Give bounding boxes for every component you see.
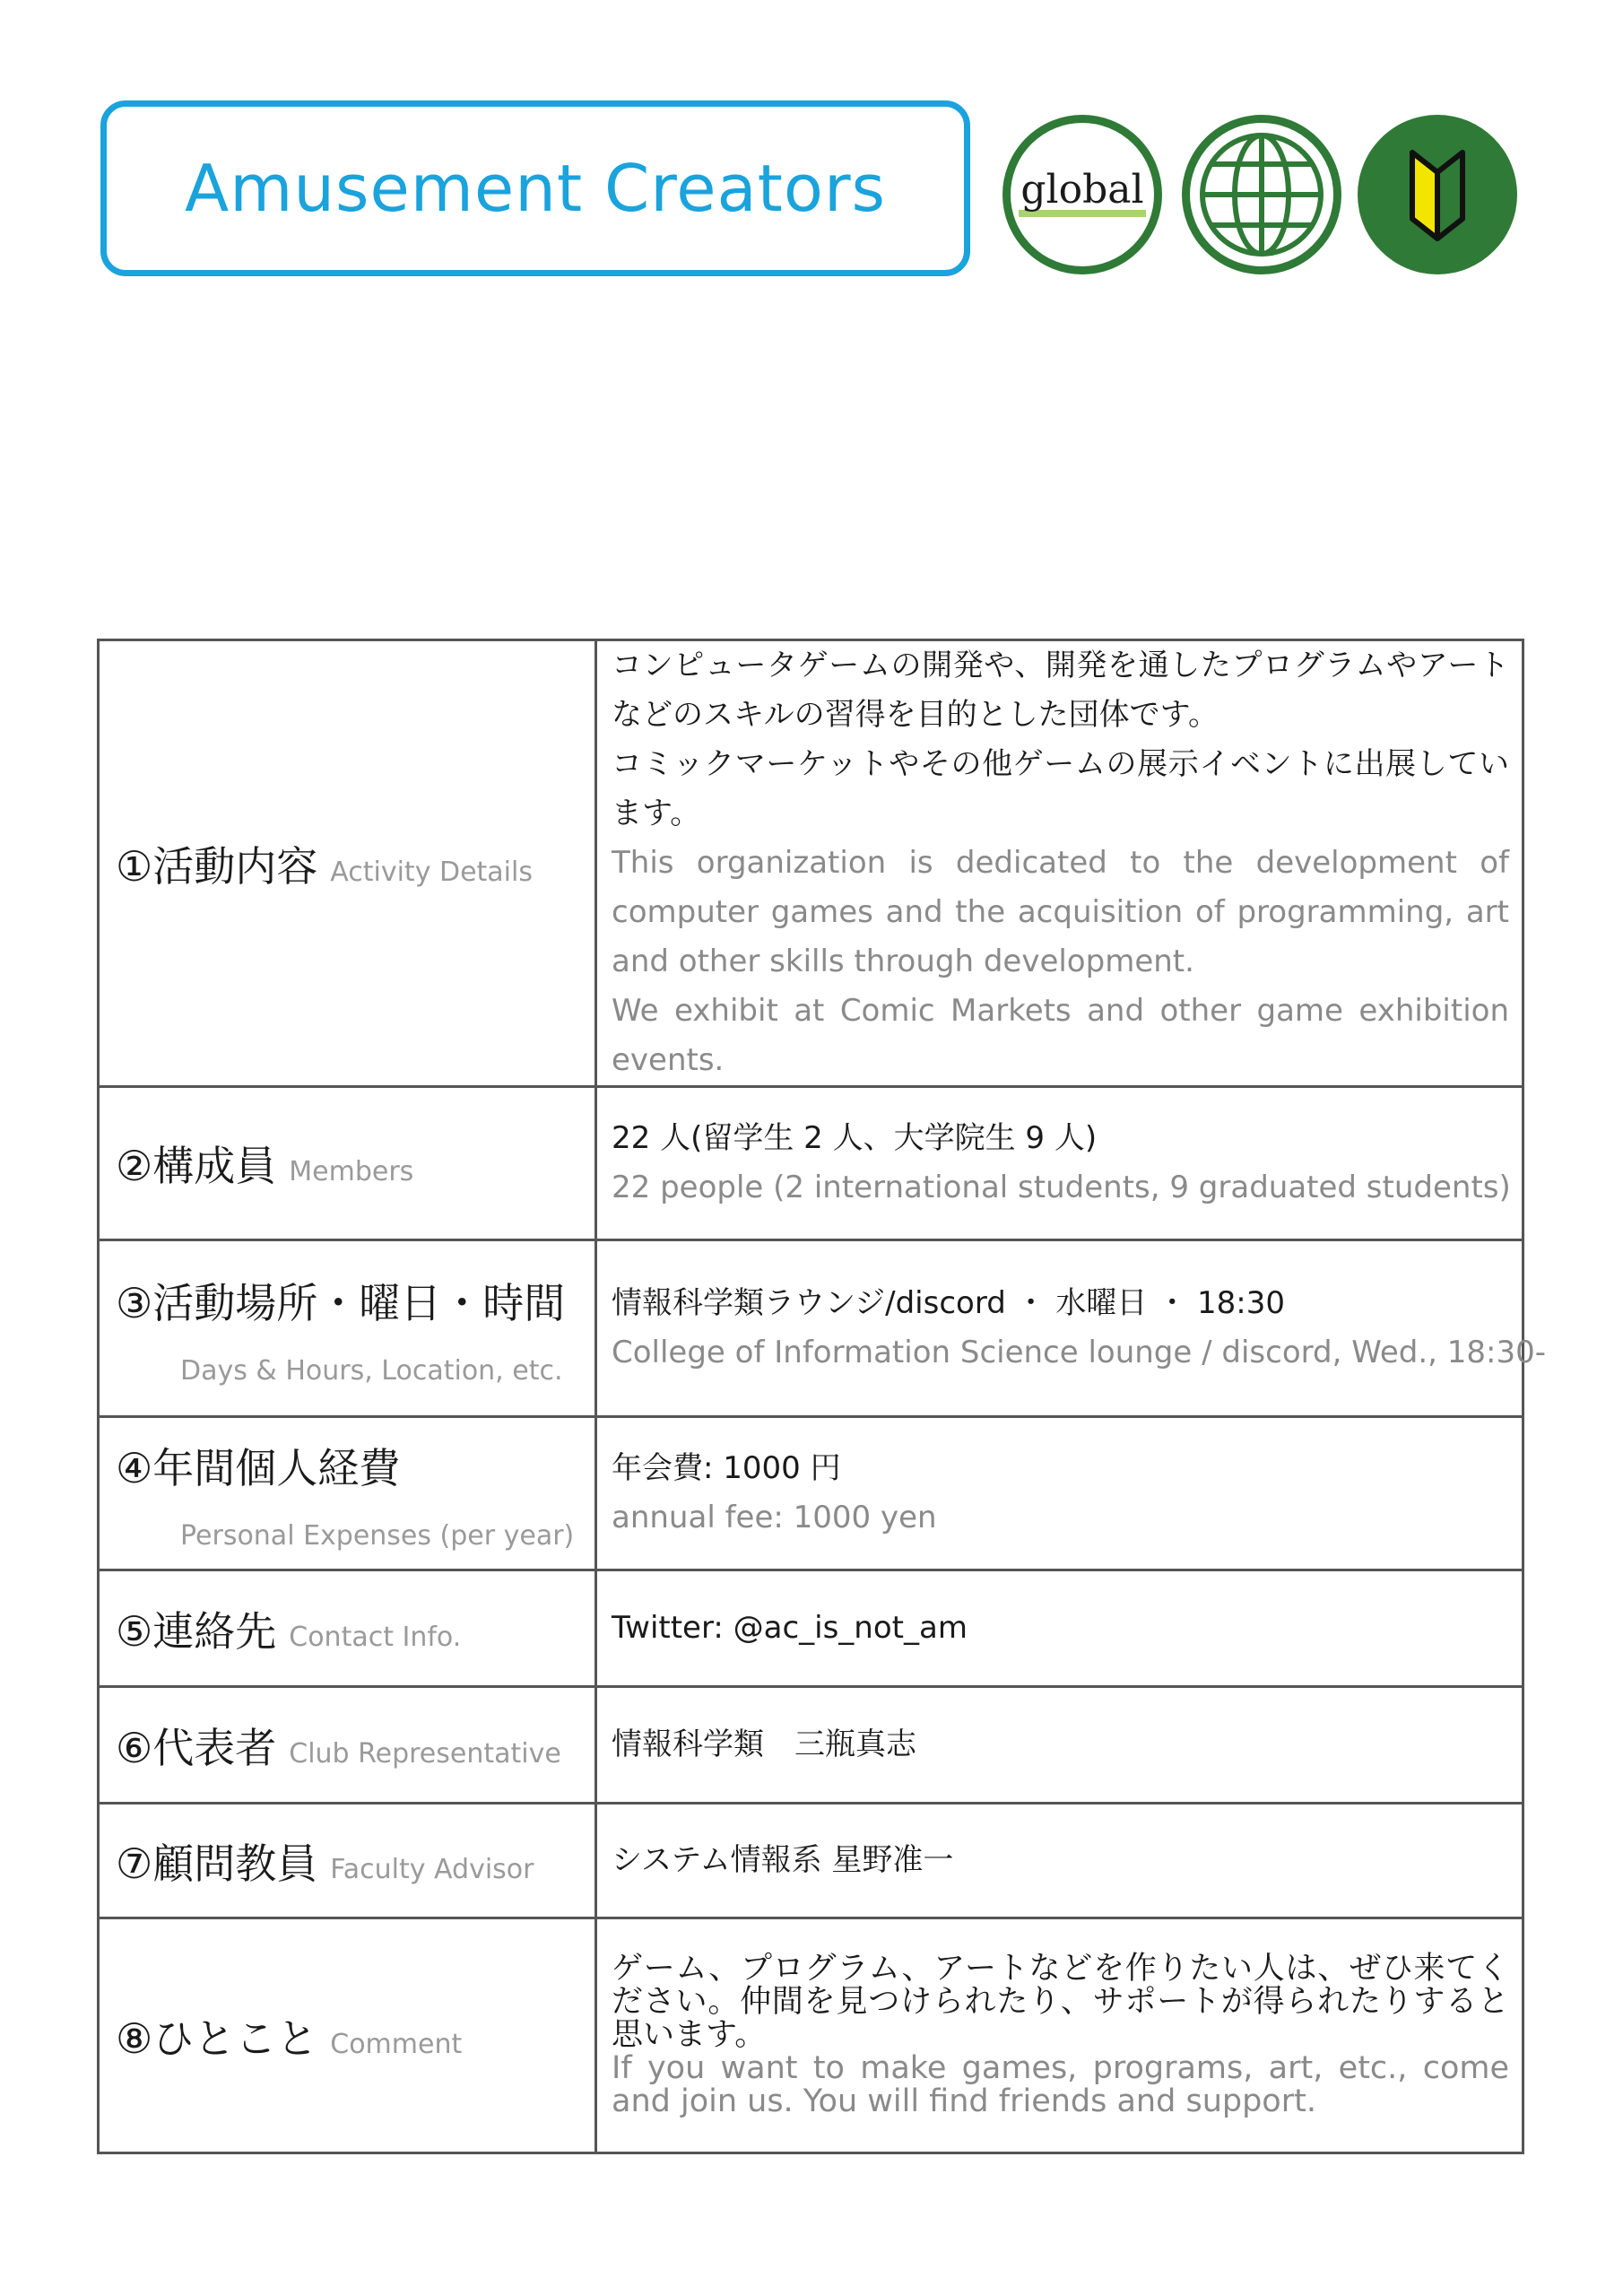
content-en: College of Information Science lounge / discord, Wed., 18:30- [612, 1335, 1546, 1370]
row-number: ⑦ [116, 1839, 153, 1888]
label-cell [99, 1417, 596, 1570]
row-number: ④ [116, 1443, 153, 1492]
row-number: ① [116, 841, 153, 891]
table-row-expenses [99, 1417, 1523, 1570]
beginner-mark-icon [1358, 115, 1517, 274]
label-ja: 活動内容 [152, 841, 318, 891]
advisor-value: システム情報系 星野准一 [612, 1842, 954, 1878]
global-badge-text: global [1019, 172, 1145, 217]
content-cell [596, 1417, 1523, 1570]
label-cell [99, 1570, 596, 1687]
club-title: Amusement Creators [184, 151, 887, 226]
label-cell [99, 1918, 596, 2153]
table-row-contact [99, 1570, 1523, 1687]
label-en: Members [289, 1156, 414, 1187]
content-cell [596, 1687, 1523, 1804]
label-ja: 活動場所・曜日・時間 [152, 1278, 566, 1327]
content-en: This organization is dedicated to the development of computer games and the acquisition of programming, art and other skills through development. [612, 845, 1509, 979]
label-ja: 顧問教員 [152, 1839, 318, 1888]
label-cell [99, 640, 596, 1087]
content-en: annual fee: 1000 yen [612, 1500, 937, 1535]
label-ja: 連絡先 [152, 1606, 277, 1656]
label-en: Club Representative [289, 1737, 561, 1770]
label-ja: ひとこと [152, 2013, 318, 2063]
content-cell [596, 1570, 1523, 1687]
row-number: ③ [116, 1278, 153, 1327]
label-cell [99, 1804, 596, 1918]
table-row-members [99, 1087, 1523, 1240]
row-number: ⑥ [116, 1723, 153, 1772]
table-row-representative [99, 1687, 1523, 1804]
content-cell [596, 1087, 1523, 1240]
label-ja: 年間個人経費 [152, 1443, 401, 1492]
content-ja: コミックマーケットやその他ゲームの展示イベントに出展しています。 [612, 746, 1509, 831]
club-title-box [100, 100, 970, 276]
row-number: ⑧ [116, 2013, 153, 2063]
table-row-activity [99, 640, 1523, 1087]
globe-icon [1182, 115, 1341, 274]
label-ja: 構成員 [152, 1142, 277, 1190]
label-cell [99, 1240, 596, 1417]
table-row-comment [99, 1918, 1523, 2153]
label-en: Days & Hours, Location, etc. [180, 1354, 563, 1387]
label-en: Faculty Advisor [330, 1853, 534, 1885]
table-row-schedule [99, 1240, 1523, 1417]
representative-value: 情報科学類 三瓶真志 [612, 1726, 916, 1762]
content-en: We exhibit at Comic Markets and other game exhibition events. [612, 993, 1509, 1078]
content-en: If you want to make games, programs, art, etc., come and join us. You will find friends and support. [612, 2050, 1509, 2119]
global-badge [1002, 115, 1162, 274]
label-en: Contact Info. [289, 1621, 462, 1653]
contact-value: Twitter: @ac_is_not_am [612, 1610, 968, 1646]
content-ja: 情報科学類ラウンジ/discord ・ 水曜日 ・ 18:30 [612, 1285, 1286, 1321]
content-cell [596, 1240, 1546, 1417]
content-ja: ゲーム、プログラム、アートなどを作りたい人は、ぜひ来てください。仲間を見つけられたり、サポートが得られたりすると思います。 [612, 1951, 1509, 2053]
label-en: Activity Details [330, 856, 533, 888]
row-number: ② [116, 1142, 153, 1190]
label-en: Comment [330, 2028, 463, 2060]
content-ja: 年会費: 1000 円 [612, 1450, 841, 1486]
content-ja: コンピュータゲームの開発や、開発を通したプログラムやアートなどのスキルの習得を目的とした団体です。 [612, 648, 1509, 733]
row-number: ⑤ [116, 1606, 153, 1656]
content-cell [596, 1804, 1523, 1918]
table-row-advisor [99, 1804, 1523, 1918]
content-ja: 22 人(留学生 2 人、大学院生 9 人) [612, 1120, 1098, 1156]
label-cell [99, 1687, 596, 1804]
content-cell [596, 1918, 1523, 2153]
label-ja: 代表者 [152, 1723, 277, 1772]
label-cell [99, 1087, 596, 1240]
content-en: 22 people (2 international students, 9 graduated students) [612, 1170, 1511, 1205]
label-en: Personal Expenses (per year) [180, 1519, 575, 1552]
club-info-table [97, 639, 1546, 2154]
content-cell [596, 640, 1523, 1087]
